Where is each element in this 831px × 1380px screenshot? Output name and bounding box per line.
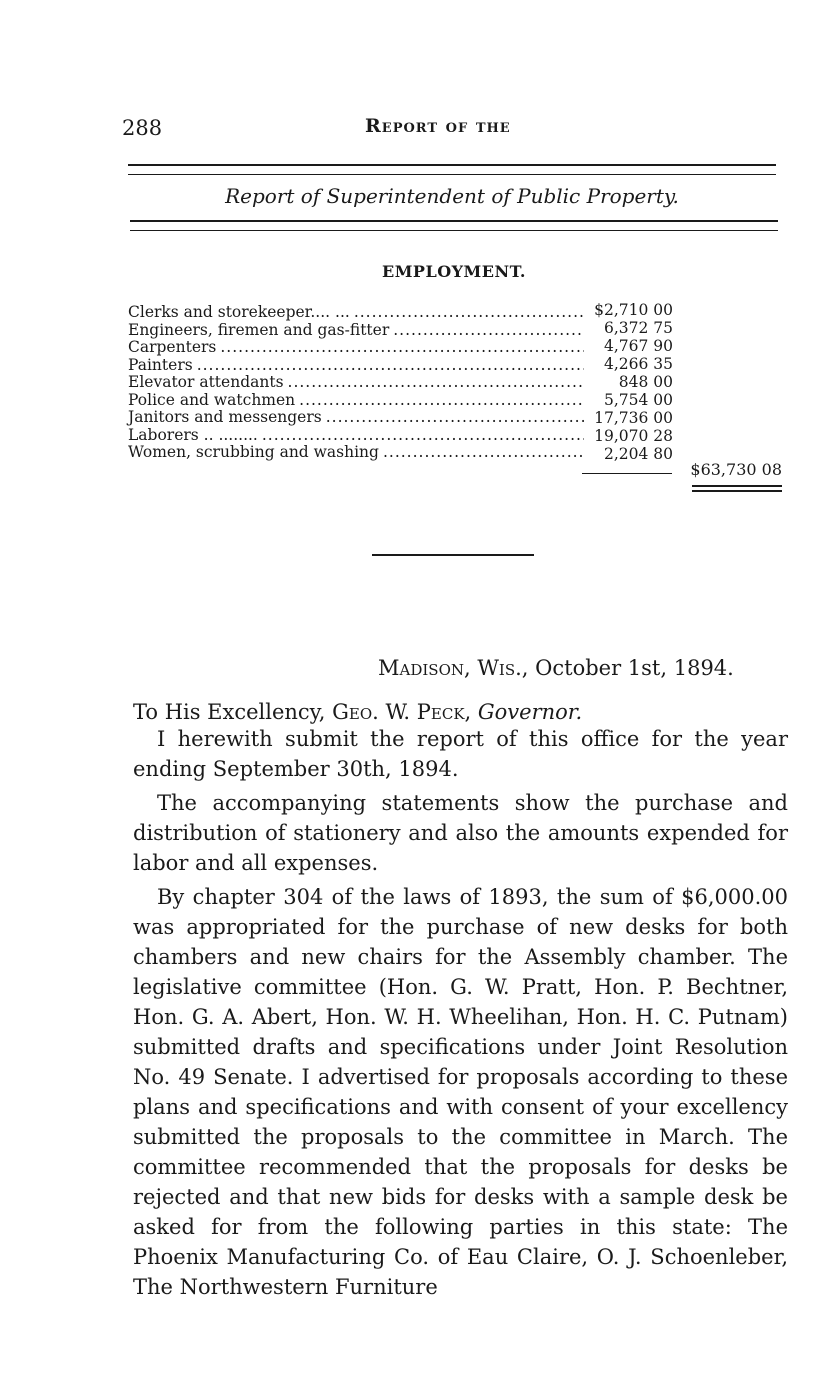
page-number: 288 (122, 116, 163, 140)
row-label: Elevator attendants (128, 373, 284, 391)
dateline (378, 656, 734, 680)
paragraph: I herewith submit the report of this office for the year ending September 30th, 1894. (133, 727, 788, 781)
employment-heading: EMPLOYMENT. (382, 262, 526, 281)
header-rule-top (128, 164, 776, 166)
row-amount: $2,710 00 (594, 301, 673, 319)
header-rule-top-thin (128, 174, 776, 175)
dot-leader (393, 322, 584, 340)
row-amount: 848 00 (618, 373, 673, 391)
sum-rule (582, 473, 672, 474)
table-row (128, 409, 588, 427)
paragraph: The accompanying statements show the purchase and distribution of stationery and also the amounts expended for labor and all expenses. (133, 791, 788, 875)
letter-body (133, 724, 788, 1302)
salutation-title: Governor. (477, 700, 583, 724)
row-label: Carpenters (128, 338, 217, 356)
row-label: Laborers .. ........ (128, 425, 258, 444)
dot-leader (383, 444, 584, 462)
table-row (128, 444, 588, 462)
row-amount: 5,754 00 (603, 391, 673, 409)
salutation (133, 700, 582, 724)
table-row (128, 304, 588, 322)
row-label: Police and watchmen (128, 390, 296, 409)
dateline-date: , October 1st, 1894. (521, 656, 734, 680)
section-title: Report of Superintendent of Public Property. (225, 184, 679, 208)
dot-leader (299, 392, 584, 410)
dot-leader (220, 339, 584, 357)
total-double-rule (692, 490, 782, 492)
salutation-sep: , (464, 700, 478, 724)
row-label: Women, scrubbing and washing (128, 443, 379, 461)
row-amount: 4,767 90 (603, 337, 673, 355)
dot-leader (262, 427, 584, 445)
salutation-name: Geo. W. Peck (332, 700, 465, 724)
row-amount: 4,266 35 (603, 355, 673, 373)
table-row (128, 427, 588, 445)
dot-leader (288, 374, 584, 392)
employment-total: $63,730 08 (690, 460, 782, 479)
table-row (128, 374, 588, 392)
employment-table (128, 304, 588, 462)
row-label: Janitors and messengers (128, 408, 322, 426)
header-rule-bottom-thin (130, 230, 778, 231)
row-amount: 17,736 00 (594, 409, 673, 427)
header-rule-bottom (130, 220, 778, 222)
section-break-rule (372, 554, 534, 556)
row-label: Engineers, firemen and gas-fitter (128, 320, 390, 339)
row-label: Painters (128, 355, 193, 374)
row-amount: 6,372 75 (603, 319, 673, 337)
table-row (128, 357, 588, 375)
salutation-prefix: To His Excellency, (133, 700, 333, 724)
paragraph: By chapter 304 of the laws of 1893, the sum of $6,000.00 was appropriated for the purchase of new desks for both chambers and new chairs for the Assembly chamber. The legislative committee (Hon. G. W. Pratt, Hon. P. Bechtner, Hon. G. A. Abert, Hon. W. H. Wheelihan, Hon. H. C. Putnam) submitted drafts and specifications under Joint Resolution No. 49 Senate. I advertised for proposals according to these plans and specifications and with consent of your excellency submitted the proposals to the committee in March. The committee recommended that the proposals for desks be rejected and that new bids for desks with a sample desk be asked for from the following parties in this state: The Phoenix Manufacturing Co. of Eau Claire, O. J. Schoenleber, The Northwestern Furniture (133, 885, 788, 1299)
table-row (128, 322, 588, 340)
dot-leader (326, 409, 584, 427)
row-amount: 2,204 80 (603, 445, 673, 463)
table-row (128, 392, 588, 410)
table-row (128, 339, 588, 357)
row-label: Clerks and storekeeper.... ... (128, 303, 350, 321)
dateline-city: Madison, Wis. (378, 656, 522, 680)
dot-leader (197, 357, 584, 375)
dot-leader (354, 304, 584, 322)
total-double-rule (692, 485, 782, 487)
running-head: Report of the (365, 115, 511, 137)
row-amount: 19,070 28 (594, 427, 673, 445)
